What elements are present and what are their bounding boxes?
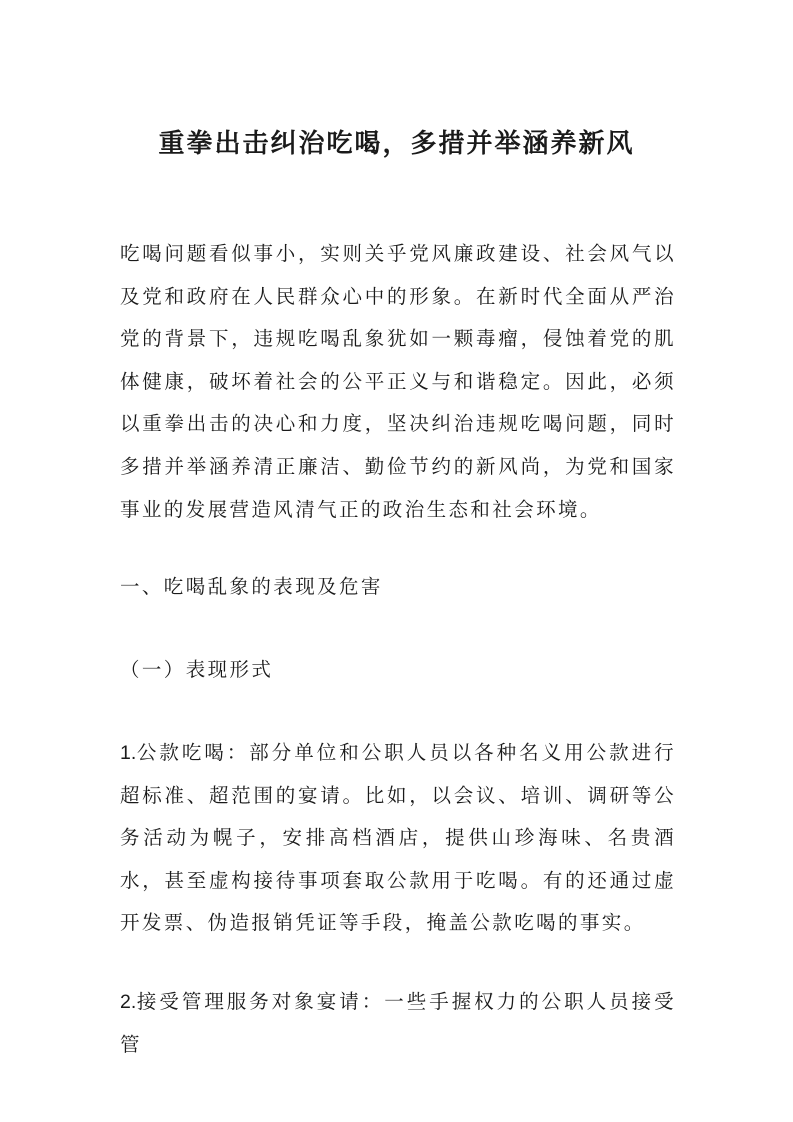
list-item-text: 公款吃喝：部分单位和公职人员以各种名义用公款进行超标准、超范围的宴请。比如，以会议、培训、调研等公务活动为幌子，安排高档酒店，提供山珍海味、名贵酒水，甚至虚构接待事项套取公款用于吃喝。有的还通过虚开发票、伪造报销凭证等手段，掩盖公款吃喝的事实。 bbox=[120, 741, 676, 935]
list-item-1 bbox=[120, 732, 676, 945]
list-item-number: 2. bbox=[120, 991, 137, 1013]
intro-paragraph: 吃喝问题看似事小，实则关乎党风廉政建设、社会风气以及党和政府在人民群众心中的形象。在新时代全面从严治党的背景下，违规吃喝乱象犹如一颗毒瘤，侵蚀着党的肌体健康，破坏着社会的公平正义与和谐稳定。因此，必须以重拳出击的决心和力度，坚决纠治违规吃喝问题，同时多措并举涵养清正廉洁、勤俭节约的新风尚，为党和国家事业的发展营造风清气正的政治生态和社会环境。 bbox=[120, 242, 676, 521]
section-heading: 一、吃喝乱象的表现及危害 bbox=[120, 575, 383, 598]
document-title: 重拳出击纠治吃喝，多措并举涵养新风 bbox=[158, 129, 635, 159]
list-item-text: 接受管理服务对象宴请：一些手握权力的公职人员接受管 bbox=[120, 990, 676, 1056]
list-item-number: 1. bbox=[120, 742, 137, 764]
subsection-heading: （一）表现形式 bbox=[120, 658, 274, 681]
list-item-2 bbox=[120, 981, 676, 1066]
